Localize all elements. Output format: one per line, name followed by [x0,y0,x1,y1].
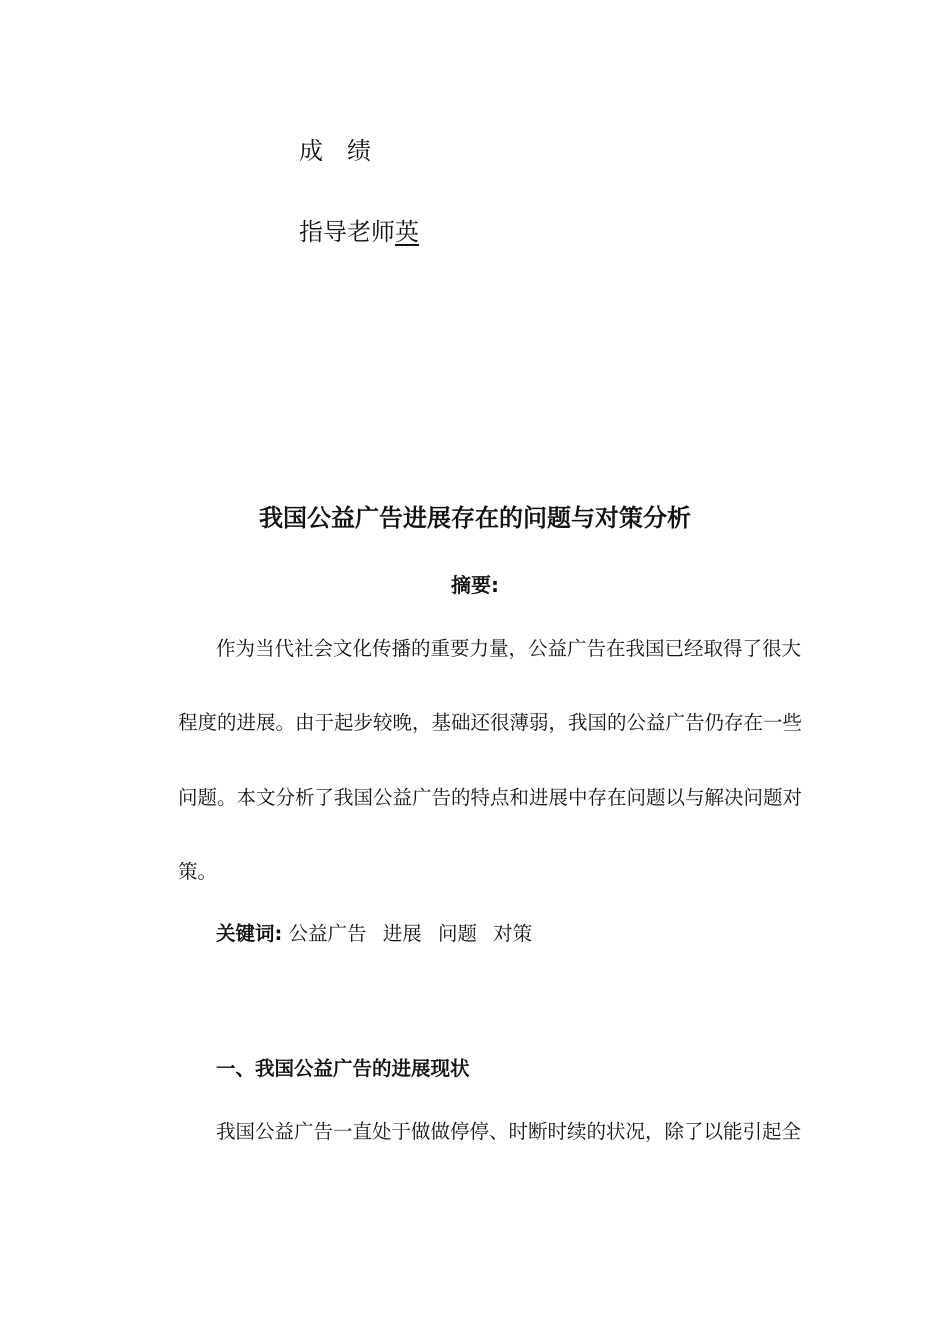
keyword: 对策 [493,922,533,945]
keywords-label: 关键词: [216,922,283,945]
advisor-field [299,217,419,247]
grade-label: 成绩 [299,137,395,165]
abstract-line: 程度的进展。由于起步较晚，基础还很薄弱，我国的公益广告仍存在一些 [178,711,803,734]
abstract-line: 作为当代社会文化传播的重要力量，公益广告在我国已经取得了很大 [216,637,802,660]
advisor-name: 英 [395,218,419,246]
keywords-line [216,921,542,947]
section-body-line: 我国公益广告一直处于做做停停、时断时续的状况，除了以能引起全 [216,1120,802,1143]
keyword: 公益广告 [288,922,367,945]
keyword: 问题 [437,922,477,945]
paper-title: 我国公益广告进展存在的问题与对策分析 [259,504,691,532]
abstract-line: 问题。本文分析了我国公益广告的特点和进展中存在问题以与解决问题对 [178,786,803,809]
advisor-label: 指导老师 [299,218,395,246]
abstract-line: 策。 [178,860,218,883]
abstract-heading: 摘要: [451,573,499,597]
keyword: 进展 [382,922,422,945]
grade-field [299,136,395,166]
section-heading: 一、我国公益广告的进展现状 [216,1057,470,1080]
